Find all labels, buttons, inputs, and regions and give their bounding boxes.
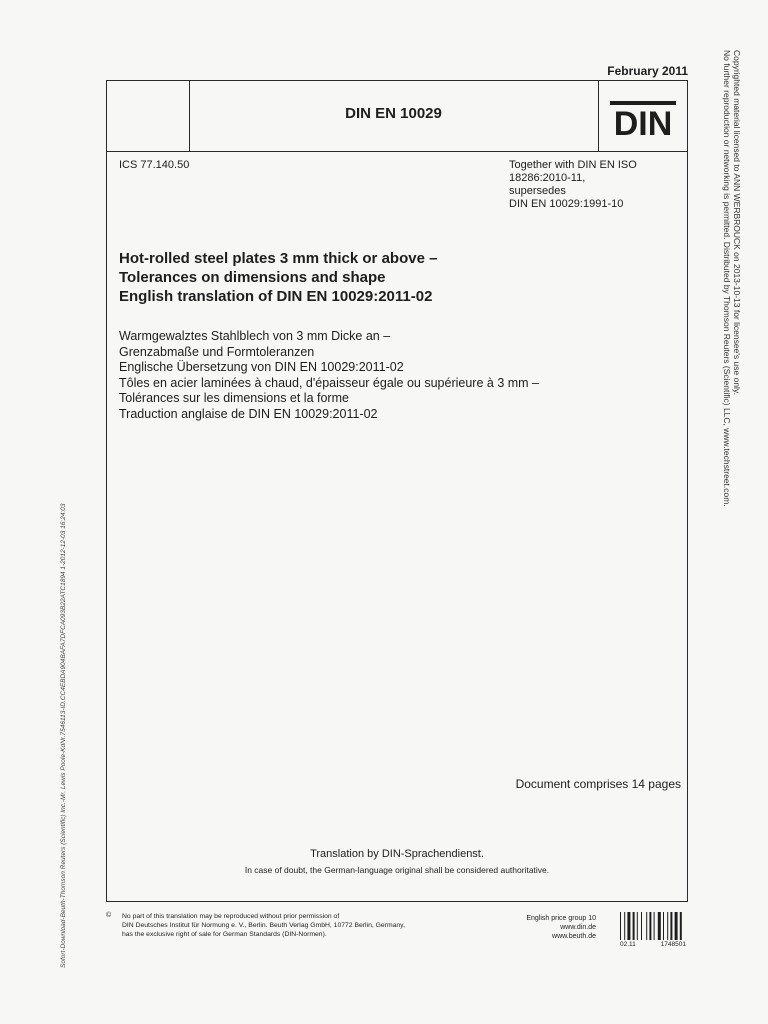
notice-line: has the exclusive right of sale for German Standards (DIN-Normen). [122, 931, 327, 938]
barcode-number: 1748501 [660, 941, 686, 948]
title-line: English translation of DIN EN 10029:2011-02 [119, 288, 433, 305]
license-line: No further reproduction or networking is permitted. Distributed by Thomson Reuters (Scientific) LLC, www.techstreet.com. [722, 50, 732, 507]
barcode-date: 02.11 [620, 941, 636, 948]
barcode-bar [654, 912, 655, 940]
barcode-caption [620, 941, 686, 948]
svg-text:DIN: DIN [613, 105, 673, 139]
german-title-line: Grenzabmaße und Formtoleranzen [119, 344, 315, 359]
authority-note: In case of doubt, the German-language original shall be considered authoritative. [244, 865, 550, 875]
publication-date: February 2011 [607, 64, 688, 78]
translated-titles [119, 329, 685, 422]
translation-credit: Translation by DIN-Sprachendienst. [310, 848, 484, 860]
ics-code: ICS 77.140.50 [119, 159, 190, 171]
license-notice [722, 50, 742, 507]
supersedes-line: supersedes [509, 185, 566, 197]
barcode-bar [646, 912, 647, 940]
title-line: Hot-rolled steel plates 3 mm thick or above – [119, 250, 438, 267]
din-website-link[interactable]: www.din.de [560, 924, 596, 931]
french-title-line: Tolérances sur les dimensions et la forme [119, 391, 349, 405]
price-group: English price group 10 [526, 915, 596, 922]
supersedes-note [509, 159, 679, 211]
barcode-bar [641, 912, 642, 940]
notice-line: DIN Deutsches Institut für Normung e. V., Berlin. Beuth Verlag GmbH, 10772 Berlin, Germany, [122, 922, 405, 929]
license-line: Copyrighted material licensed to ANN WERBROUCK on 2013-10-13 for licensee's use only. [732, 50, 742, 395]
barcode-bar [680, 912, 682, 940]
german-title-line: Englische Übersetzung von DIN EN 10029:2011-02 [119, 360, 404, 374]
barcode-bar [633, 912, 635, 940]
notice-line: No part of this translation may be reproduced without prior permission of [122, 913, 340, 920]
din-logo [600, 93, 686, 139]
barcode-bar [624, 912, 625, 940]
supersedes-line: DIN EN 10029:1991-10 [509, 198, 624, 210]
french-title-line: Traduction anglaise de DIN EN 10029:2011-02 [119, 406, 378, 421]
copyright-symbol: © [106, 912, 112, 919]
header-divider-right [598, 81, 599, 151]
barcode [620, 912, 686, 940]
supersedes-line: Together with DIN EN ISO [509, 159, 637, 171]
reproduction-notice [122, 912, 472, 939]
cover-frame [106, 80, 688, 902]
barcode-bar [649, 912, 651, 940]
barcode-bar [637, 912, 638, 940]
barcode-bar [667, 912, 668, 940]
barcode-bar [663, 912, 664, 940]
barcode-bar [658, 912, 661, 940]
document-number: DIN EN 10029 [345, 105, 442, 122]
french-title-line: Tôles en acier laminées à chaud, d'épaisseur égale ou supérieure à 3 mm – [119, 375, 539, 390]
barcode-bar [670, 912, 672, 940]
price-info [492, 914, 596, 941]
barcode-bar [675, 912, 678, 940]
beuth-website-link[interactable]: www.beuth.de [552, 933, 596, 940]
german-title-line: Warmgewalztes Stahlblech von 3 mm Dicke an – [119, 329, 391, 343]
barcode-bar [627, 912, 630, 940]
document-title [119, 249, 679, 306]
title-line: Tolerances on dimensions and shape [119, 269, 386, 286]
supersedes-line: 18286:2010-11, [509, 172, 586, 184]
header-row [107, 81, 687, 152]
barcode-bar [620, 912, 621, 940]
page-count: Document comprises 14 pages [515, 777, 681, 791]
download-stamp: Sofort-Download-Beuth-Thomson Reuters (Scientific) Inc.-Mr. Lewis Poole-KdNr.7546113-ID.CC4EBDA904BAFA7DFCA093B22ATC1894 1-2012-12-03 16:24:03 [60, 503, 67, 968]
